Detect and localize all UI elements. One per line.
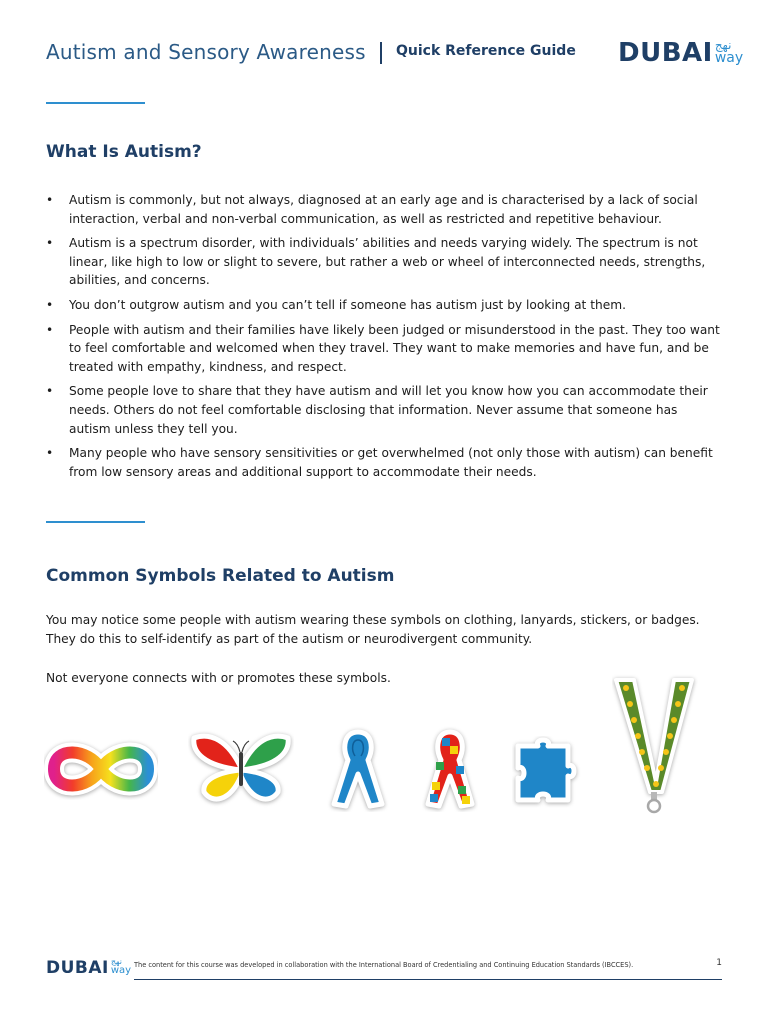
rainbow-infinity-icon (44, 738, 158, 800)
bullet-text: Autism is a spectrum disorder, with individuals’ abilities and needs varying widely. The spectrum is not linear, like high to low or slight to severe, but rather a web or wheel of interconnected needs, strengths, abilities, and concerns. (69, 236, 706, 288)
bullet-text: You don’t outgrow autism and you can’t tell if someone has autism just by looking at them. (69, 297, 626, 312)
logo-arabic: نهج (110, 957, 122, 966)
bullet-dot: • (46, 322, 54, 337)
bullet-dot: • (46, 446, 54, 461)
section-title-common-symbols: Common Symbols Related to Autism (46, 566, 395, 586)
symbols-intro-paragraph: You may notice some people with autism wearing these symbols on clothing, lanyards, stickers, or badges. They do this to self-identify as part of the autism or neurodivergent community. (46, 613, 700, 646)
bullet-item (46, 382, 722, 438)
puzzle-piece-icon (512, 736, 584, 808)
dubai-way-logo (618, 38, 743, 68)
sunflower-lanyard-icon (612, 674, 698, 816)
bullet-dot: • (46, 297, 54, 312)
puzzle-ribbon-icon (422, 726, 478, 812)
section-rule (46, 521, 145, 523)
section-rule (46, 102, 145, 104)
document-title: Autism and Sensory Awareness (46, 40, 366, 64)
bullet-item (46, 444, 722, 481)
blue-ribbon-icon (326, 726, 390, 812)
footer-logo (46, 958, 131, 978)
page-number: 1 (716, 958, 722, 968)
logo-arabic: نهج (714, 38, 732, 52)
bullet-dot: • (46, 384, 54, 399)
footer-divider (134, 979, 722, 980)
page-header (46, 36, 744, 76)
bullet-item (46, 191, 722, 228)
logo-wordmark: DUBAI (618, 38, 713, 68)
bullet-text: Autism is commonly, but not always, diagnosed at an early age and is characterised by a lack of social interaction, verbal and non-verbal communication, as well as restricted and repetitive behaviour. (69, 193, 698, 226)
bullet-item (46, 234, 722, 290)
bullet-dot: • (46, 236, 54, 251)
logo-side (715, 39, 743, 65)
symbols-note-paragraph: Not everyone connects with or promotes these symbols. (46, 671, 391, 685)
autism-symbols-row (0, 670, 768, 830)
logo-wordmark: DUBAI (46, 958, 109, 978)
page-footer (46, 956, 722, 986)
logo-side (111, 958, 131, 976)
bullet-item (46, 296, 722, 315)
logo-way: way (110, 965, 132, 976)
butterfly-icon (188, 728, 294, 810)
footer-credit-note: The content for this course was developed in collaboration with the International Board of Credentialing and Continuing Education Standards (IBCCES). (134, 961, 634, 969)
header-divider (380, 42, 382, 64)
bullet-item (46, 321, 722, 377)
section-title-what-is-autism: What Is Autism? (46, 142, 202, 162)
autism-bullet-list (46, 191, 722, 487)
bullet-dot: • (46, 193, 54, 207)
document-subtitle: Quick Reference Guide (396, 43, 576, 59)
bullet-text: People with autism and their families have likely been judged or misunderstood in the past. They too want to feel comfortable and welcomed when they travel. They want to make memories and have fun, and be treated with empathy, kindness, and respect. (69, 322, 720, 374)
bullet-text: Some people love to share that they have autism and will let you know how you can accommodate their needs. Others do not feel comfortable disclosing that information. Never assume that someone has autism unless they tell you. (69, 384, 708, 436)
bullet-text: Many people who have sensory sensitivities or get overwhelmed (not only those with autism) can benefit from low sensory areas and additional support to accommodate their needs. (69, 446, 713, 479)
logo-way: way (714, 50, 744, 66)
